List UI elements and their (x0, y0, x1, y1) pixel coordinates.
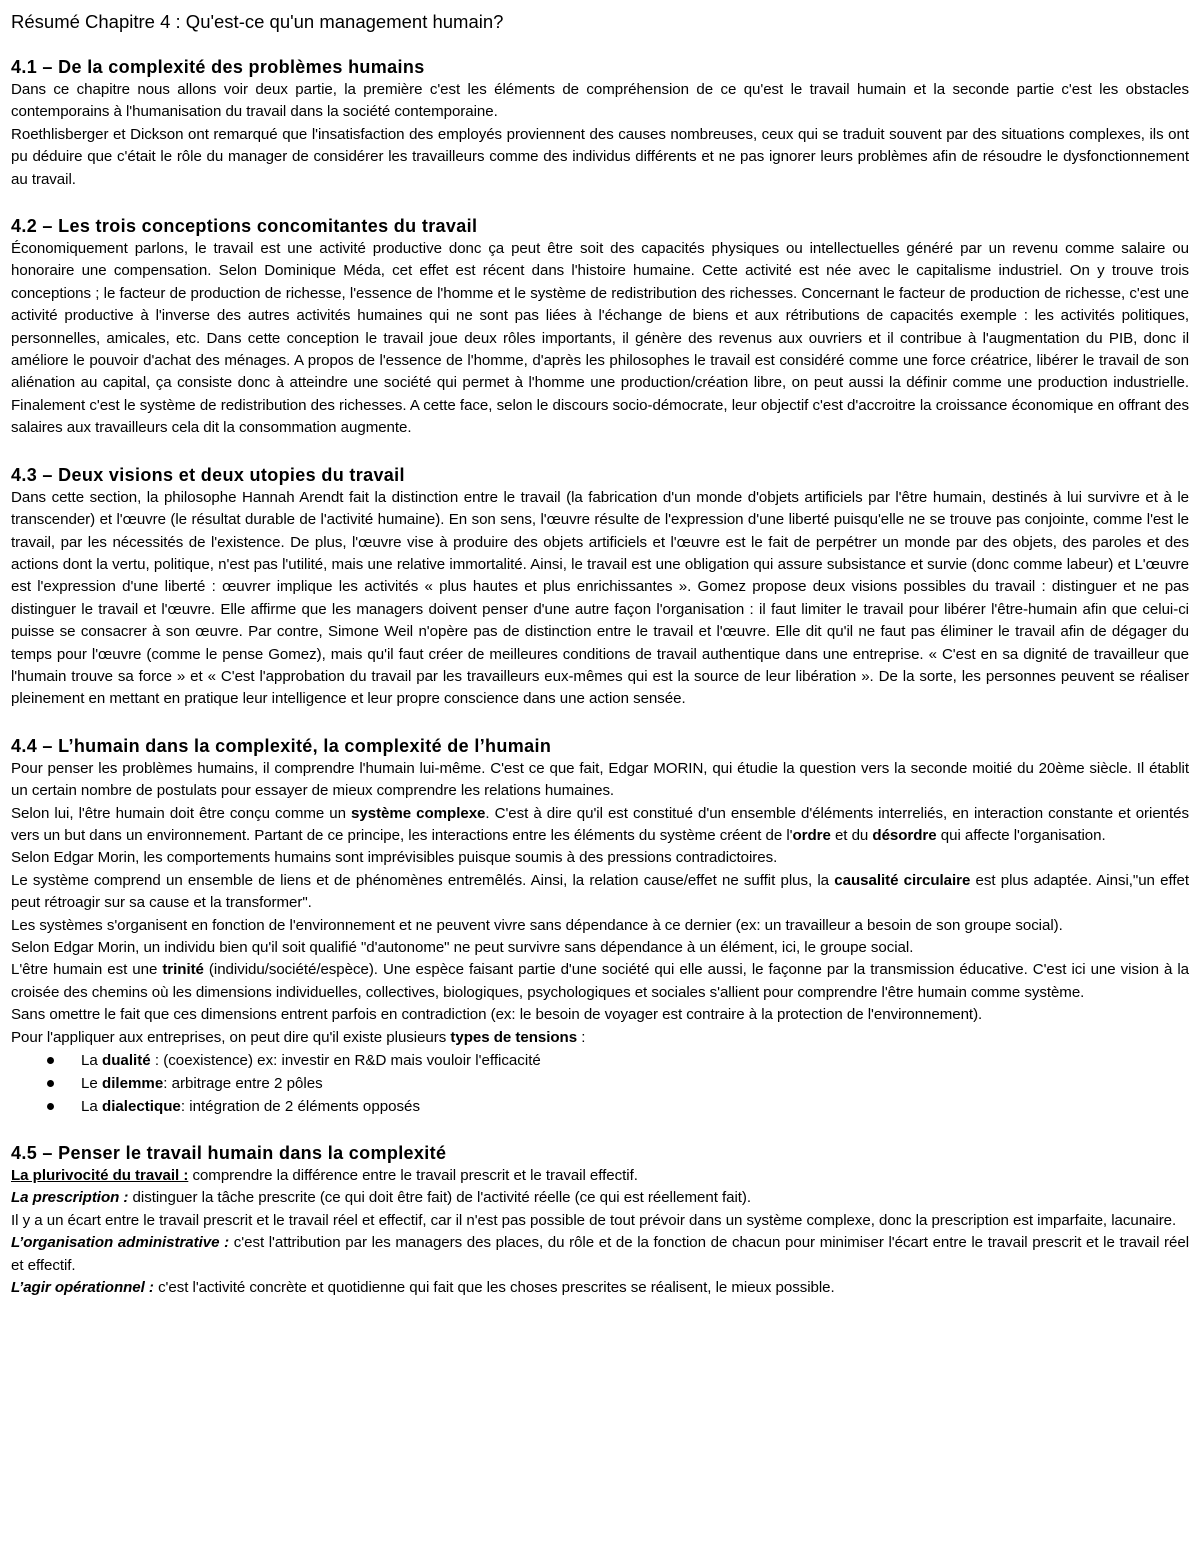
paragraph (11, 1187, 1189, 1209)
bold-term: dilemme (101, 1075, 164, 1093)
paragraph (11, 1277, 1189, 1299)
paragraph: Dans ce chapitre nous allons voir deux partie, la première c'est les éléments de compréhension de ce qu'est le travail humain et la seconde partie c'est les obstacles contemporains à l'humanisation du travail dans la société contemporaine. (11, 81, 1189, 121)
text-run: Le (81, 1075, 102, 1093)
paragraph (11, 1232, 1189, 1277)
text-run: Selon lui, l'être humain doit être conçu comme un (11, 804, 352, 822)
section-heading: 4.4 – L’humain dans la complexité, la complexité de l’humain (11, 735, 552, 756)
underlined-term: La plurivocité du travail : (11, 1167, 189, 1185)
list-item (47, 1072, 1189, 1095)
text-run: Le système comprend un ensemble de liens et de phénomènes entremêlés. Ainsi, la relation cause/effet ne suffit plus, la (11, 871, 835, 889)
paragraph: Économiquement parlons, le travail est une activité productive donc ça peut être soit des capacités physiques ou intellectuelles généré par un revenu comme salaire ou honoraire une compensation. Selon Dominique Méda, cet effet est récent dans l'histoire humaine. Cette activité est née avec le capitalisme industriel. On y trouve trois conceptions ; le facteur de production de richesse, l'essence de l'homme et le système de redistribution des richesses. Concernant le facteur de production de richesse, c'est une activité productive à l'inverse des autres activités humaines qui ne sont pas liées à l'échange de biens et aux rétributions de capacités exemple : les activités politiques, personnelles, amicales, etc. Dans cette conception le travail joue deux rôles importants, il génère des revenus aux ouvriers et il contribue à l'augmentation du PIB, donc il améliore le pouvoir d'achat des ménages. A propos de l'essence de l'homme, d'après les philosophes le travail est considéré comme une force créatrice, libérer le travail de son aliénation au capital, ça consiste donc à atteindre une société qui permet à l'homme une production/création libre, on peut aussi la définir comme une production industrielle. Finalement c'est le système de redistribution des richesses. A cette face, selon le discours socio-démocrate, leur objectif c'est d'accroitre la croissance économique en offrant des salaires aux travailleurs cela dit la consommation augmente. (11, 240, 1189, 437)
bullet-dot-icon (47, 1080, 54, 1087)
paragraph (11, 870, 1189, 915)
paragraph: Roethlisberger et Dickson ont remarqué que l'insatisfaction des employés proviennent des causes nombreuses, ceux qui se traduit souvent par des situations complexes, ils ont pu déduire que c'était le rôle du manager de considérer les travailleurs comme des individus différents et ne pas ignorer leurs problèmes afin de résoudre le dysfonctionnement au travail. (11, 125, 1189, 188)
paragraph: Selon Edgar Morin, un individu bien qu'il soit qualifié "d'autonome" ne peut survivre sans dépendance à un élément, ici, le groupe social. (11, 939, 914, 956)
paragraph: Pour penser les problèmes humains, il comprendre l'humain lui-même. C'est ce que fait, Edgar MORIN, qui étudie la question vers la seconde moitié du 20ème siècle. Il établit un certain nombre de postulats pour essayer de mieux comprendre les relations humaines. (11, 759, 1189, 800)
paragraph (11, 803, 1189, 848)
text-run: c'est l'attribution par les managers des places, du rôle et de la fonction de chacun pour minimiser l'écart entre le travail prescrit et le travail réel et effectif. (11, 1234, 1189, 1274)
section-heading: 4.3 – Deux visions et deux utopies du travail (11, 464, 405, 485)
text-run: distinguer la tâche prescrite (ce qui doit être fait) de l'activité réelle (ce qui est réellement fait). (128, 1189, 752, 1207)
tension-list (11, 1049, 1189, 1118)
bullet-dot-icon (47, 1057, 54, 1064)
section-heading: 4.1 – De la complexité des problèmes humains (11, 57, 425, 77)
paragraph: Il y a un écart entre le travail prescrit et le travail réel et effectif, car il n'est pas possible de tout prévoir dans un système complexe, donc la prescription est imparfaite, lacunaire. (11, 1211, 1177, 1229)
section-4-4 (11, 735, 1189, 1118)
text-run: et du (830, 826, 873, 844)
bold-term: dualité (101, 1052, 151, 1070)
text-run: . C'est à dire qu'il est constitué d'un ensemble d'éléments interreliés, en interaction constante et orientés vers un but dans un environnement. Partant de ce principe, les interactions entre les éléments du système créent de l' (11, 804, 1190, 844)
paragraph (11, 1027, 1189, 1049)
text-run: La (81, 1052, 102, 1070)
bold-term: désordre (872, 826, 937, 844)
text-run: (individu/société/espèce). Une espèce faisant partie d'une société qui elle aussi, le façonne par la transmission éducative. C'est ici une vision à la croisée des chemins où les dimensions individuelles, collectives, biologiques, psychologiques et sociales s'allient pour comprendre l'être humain comme système. (11, 961, 1189, 1001)
paragraph: Selon Edgar Morin, les comportements humains sont imprévisibles puisque soumis à des pressions contradictoires. (11, 849, 778, 867)
text-run: Pour l'appliquer aux entreprises, on peut dire qu'il existe plusieurs (11, 1028, 451, 1046)
section-heading: 4.5 – Penser le travail humain dans la complexité (11, 1143, 447, 1164)
italic-term: L’agir opérationnel : (11, 1279, 154, 1297)
text-run: L'être humain est une (11, 961, 163, 979)
section-heading: 4.2 – Les trois conceptions concomitantes du travail (11, 216, 478, 237)
bullet-dot-icon (47, 1103, 54, 1110)
section-4-2 (11, 215, 1189, 440)
text-run: : (coexistence) ex: investir en R&D mais vouloir l'efficacité (150, 1052, 541, 1070)
list-item (47, 1049, 1189, 1072)
text-run: comprendre la différence entre le travail prescrit et le travail effectif. (188, 1167, 638, 1185)
paragraph (11, 1165, 1189, 1187)
italic-term: La prescription : (11, 1189, 129, 1207)
text-run: est plus adaptée. Ainsi,"un effet peut rétroagir sur sa cause et la transformer". (11, 871, 1189, 912)
bold-term: ordre (792, 826, 831, 844)
italic-term: L’organisation administrative : (11, 1234, 230, 1252)
bold-term: trinité (162, 961, 204, 979)
text-run: : intégration de 2 éléments opposés (180, 1098, 420, 1116)
text-run: c'est l'activité concrète et quotidienne qui fait que les choses prescrites se réalisent, le mieux possible. (153, 1279, 835, 1297)
bold-term: causalité circulaire (834, 871, 971, 889)
document-title: Résumé Chapitre 4 : Qu'est-ce qu'un management humain? (11, 11, 504, 32)
paragraph: Les systèmes s'organisent en fonction de l'environnement et ne peuvent vivre sans dépendance à ce dernier (ex: un travailleur a besoin de son groupe social). (11, 916, 1063, 934)
text-run: qui affecte l'organisation. (936, 826, 1106, 844)
paragraph (11, 959, 1189, 1004)
section-4-5 (11, 1142, 1189, 1299)
text-run: La (81, 1098, 102, 1116)
list-item (47, 1095, 1189, 1118)
paragraph: Dans cette section, la philosophe Hannah Arendt fait la distinction entre le travail (la fabrication d'un monde d'objets artificiels par l'être humain, destinés à lui survivre et à le transcender) et l'œuvre (le résultat durable de l'activité humaine). En son sens, l'œuvre résulte de l'expression d'une liberté puisqu'elle ne se trouve pas conjointe, comme l'est le travail, par les nécessités de l'existence. De plus, l'œuvre vise à produire des objets artificiels et l'œuvre est le fait de perpétrer un monde par des objets, des paroles et des actions dont la vertu, politique, n'est pas l'utilité, mais une relative immortalité. Ainsi, le travail est une obligation qui assure subsistance et survie (donc comme labeur) et L'œuvre est l'expression d'une liberté : œuvrer implique les activités « plus hautes et plus enrichissantes ». Gomez propose deux visions possibles du travail : distinguer et ne pas distinguer le travail et l'œuvre. Elle affirme que les managers doivent penser d'une autre façon l'organisation : il faut limiter le travail pour libérer l'être-humain afin que celui-ci puisse se consacrer à son œuvre. Par contre, Simone Weil n'opère pas de distinction entre le travail et l'œuvre. Elle dit qu'il ne faut pas éliminer le travail afin de dégager du temps pour l'œuvre (comme le pense Gomez), mais qu'il faut créer de meilleures conditions de travail authentique dans une entreprise. « C'est en sa dignité de travailleur que l'humain trouve sa force » et « C'est l'approbation du travail par les travailleurs eux-mêmes qui est la source de leur libération ». De la sorte, les personnes peuvent se réaliser pleinement en mettant en pratique leur intelligence et leur propre conscience dans une action sensée. (11, 488, 1189, 708)
bold-term: types de tensions (450, 1028, 578, 1046)
paragraph: Sans omettre le fait que ces dimensions entrent parfois en contradiction (ex: le besoin de voyager est contraire à la protection de l'environnement). (11, 1006, 983, 1024)
section-4-3 (11, 464, 1189, 711)
bold-term: système complexe (351, 804, 486, 822)
section-4-1 (11, 56, 1189, 191)
text-run: : arbitrage entre 2 pôles (163, 1075, 323, 1093)
text-run: : (577, 1028, 586, 1046)
bold-term: dialectique (101, 1098, 181, 1116)
